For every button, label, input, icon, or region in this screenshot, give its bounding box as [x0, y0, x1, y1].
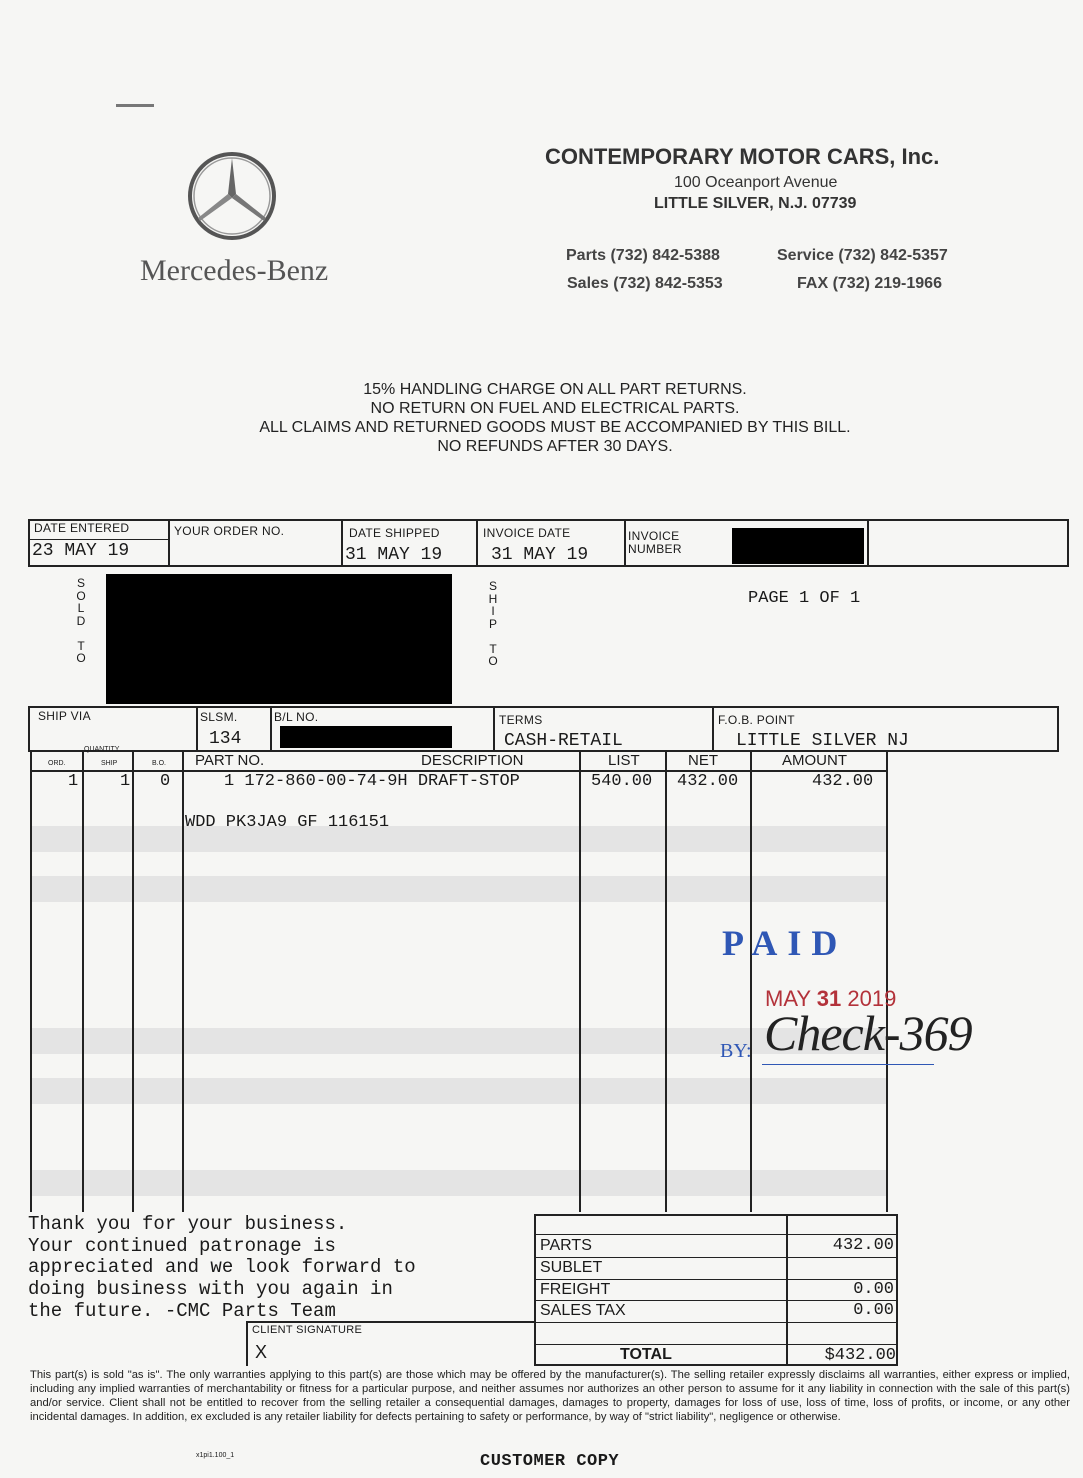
parts-phone: Parts (732) 842-5388: [566, 247, 720, 264]
return-policy-notice: [200, 380, 910, 456]
ord-column-header: ORD.: [48, 760, 66, 767]
net-price: 432.00: [677, 772, 739, 791]
signature-mark: X: [255, 1342, 268, 1362]
description-column-header: DESCRIPTION: [421, 752, 524, 769]
paid-by-handwriting: Check-369: [764, 1005, 972, 1061]
dealer-name: CONTEMPORARY MOTOR CARS, Inc.: [545, 144, 940, 169]
sublet-label: SUBLET: [540, 1259, 603, 1276]
list-price: 540.00: [591, 772, 653, 791]
service-phone: Service (732) 842-5357: [777, 247, 948, 264]
fob-point-value: LITTLE SILVER NJ: [736, 731, 909, 751]
your-order-label: YOUR ORDER NO.: [174, 524, 285, 538]
bill-of-lading-label: B/L NO.: [274, 710, 319, 724]
date-entered-value: 23 MAY 19: [32, 541, 130, 561]
list-column-header: LIST: [608, 752, 640, 769]
shipped-qty: 1: [120, 772, 131, 791]
backorder-qty: 0: [160, 772, 171, 791]
copy-label: CUSTOMER COPY: [480, 1452, 620, 1471]
invoice-number-label: INVOICE NUMBER: [628, 529, 682, 556]
page-indicator: PAGE 1 OF 1: [748, 589, 861, 608]
notice-line: NO RETURN ON FUEL AND ELECTRICAL PARTS.: [370, 400, 740, 417]
mercedes-star-icon: [186, 150, 278, 242]
brand-name: Mercedes-Benz: [140, 254, 329, 287]
freight-value: 0.00: [853, 1280, 894, 1299]
line-amount: 432.00: [812, 772, 874, 791]
ship-column-header: SHIP: [101, 760, 118, 767]
ordered-qty: 1: [68, 772, 79, 791]
amount-column-header: AMOUNT: [782, 752, 847, 769]
sold-to-label: S O L D T O: [76, 576, 86, 665]
sales-phone: Sales (732) 842-5353: [567, 275, 723, 292]
invoice-date-value: 31 MAY 19: [491, 545, 589, 565]
date-shipped-label: DATE SHIPPED: [349, 526, 440, 540]
fob-point-label: F.O.B. POINT: [718, 713, 795, 727]
terms-value: CASH-RETAIL: [504, 731, 623, 751]
notice-line: 15% HANDLING CHARGE ON ALL PART RETURNS.: [363, 381, 747, 398]
ship-to-label: S H I P T O: [488, 579, 498, 668]
bo-column-header: B.O.: [152, 760, 167, 767]
quantity-header: QUANTITY: [84, 746, 120, 753]
freight-label: FREIGHT: [540, 1281, 611, 1298]
date-shipped-value: 31 MAY 19: [345, 545, 443, 565]
warranty-disclaimer: This part(s) is sold "as is". The only warranties applying to this part(s) are those which may be offered by the manufacturer(s). The selling retailer expressly disclaims all warranties, either express or implied, including any implied warranties of merchantability or fitness for a particular purpose, and neither assumes nor authorizes an other person to assume for it any liability in connection with the sale of this part(s) and/or service. Client shall not be entitled to recover from the selling retailer a consequential damages, damages to property, damages for loss of use, loss of time, loss of profits, or income, or any other incidental damages. In addition, ex excluded is any retailer liability for defects pertaining to safety or performance, by way of "strict liability", negligence or otherwise.: [30, 1369, 1070, 1423]
notice-line: ALL CLAIMS AND RETURNED GOODS MUST BE ACCOMPANIED BY THIS BILL.: [259, 419, 851, 436]
signature-label: CLIENT SIGNATURE: [252, 1324, 363, 1336]
salesman-value: 134: [209, 729, 242, 749]
invoice-date-label: INVOICE DATE: [483, 526, 571, 540]
sales-tax-value: 0.00: [853, 1301, 894, 1320]
paid-stamp: PAID: [722, 923, 848, 963]
redacted-bill-of-lading: [280, 726, 452, 748]
redacted-sold-to-address: [106, 574, 452, 704]
vin-line: WDD PK3JA9 GF 116151: [185, 813, 390, 832]
part-no-column-header: PART NO.: [195, 752, 265, 769]
salesman-label: SLSM.: [200, 710, 238, 724]
line-items-table: [30, 752, 888, 1212]
parts-total-label: PARTS: [540, 1237, 592, 1254]
grand-total-label: TOTAL: [620, 1346, 672, 1363]
grand-total-value: $432.00: [824, 1346, 896, 1365]
paid-date-stamp: MAY 31 2019: [765, 986, 897, 1011]
sales-tax-label: SALES TAX: [540, 1302, 626, 1319]
date-entered-label: DATE ENTERED: [34, 521, 130, 535]
fax-number: FAX (732) 219-1966: [797, 275, 942, 292]
thank-you-note: Thank you for your business. Your continued patronage is appreciated and we look forward to doing business with you again in the future. -CMC Parts Team: [28, 1213, 416, 1322]
notice-line: NO REFUNDS AFTER 30 DAYS.: [437, 438, 673, 455]
part-description: 1 172-860-00-74-9H DRAFT-STOP: [224, 772, 520, 791]
paid-by-underline: [762, 1064, 934, 1065]
paper-mark: [116, 104, 154, 107]
net-column-header: NET: [688, 752, 718, 769]
dealer-address-city: LITTLE SILVER, N.J. 07739: [654, 195, 857, 212]
paid-by-label: BY:: [720, 1040, 752, 1062]
dealer-address-street: 100 Oceanport Avenue: [674, 174, 838, 191]
terms-label: TERMS: [499, 713, 543, 727]
parts-total-value: 432.00: [832, 1236, 894, 1255]
form-code: x1pi1.100_1: [196, 1452, 235, 1459]
ship-via-label: SHIP VIA: [38, 709, 91, 723]
redacted-invoice-number: [732, 528, 864, 564]
